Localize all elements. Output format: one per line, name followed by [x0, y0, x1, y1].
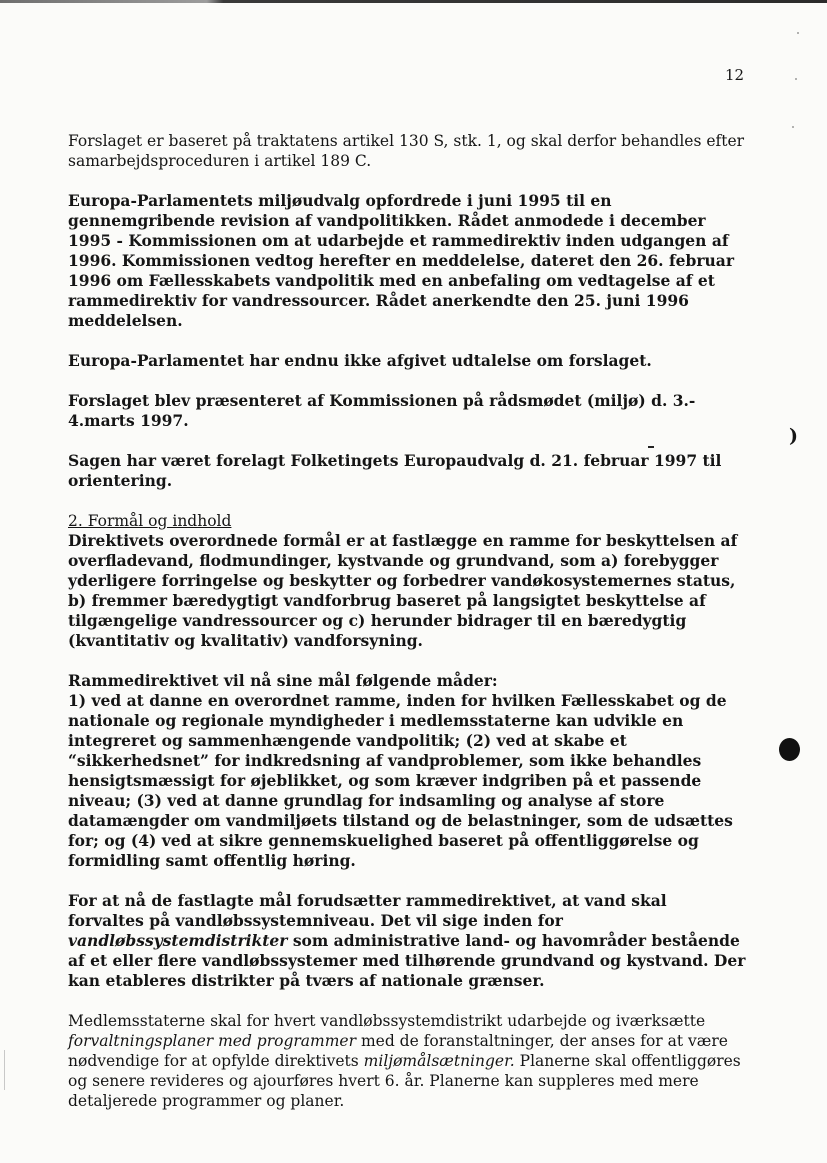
p9-emphasis-goals: miljømålsætninger. — [363, 1052, 515, 1070]
document-body — [68, 131, 746, 1111]
paragraph-purpose: Direktivets overordnede formål er at fastlægge en ramme for beskyttelsen af overfladevand, flodmundinger, kystvande og grundvand, som a) forebygger yderligere forringelse og beskytter og forbedrer vandøkosystemernes status, b) fremmer bæredygtigt vandforbrug baseret på langsigtet beskyttelse af tilgængelige vandressourcer og c) herunder bidrager til en bæredygtig (kvantitativ og kvalitativ) vandforsyning. — [68, 531, 738, 650]
scan-speck — [792, 126, 794, 128]
page-number: 12 — [725, 66, 745, 84]
punch-hole — [779, 738, 800, 761]
scan-left-edge-mark — [4, 1050, 5, 1090]
p8-emphasis: vandløbssystemdistrikter — [68, 931, 288, 950]
paragraph-means: 1) ved at danne en overordnet ramme, inden for hvilken Fællesskabet og de nationale og regionale myndigheder i medlemsstaterne kan udvikle en integreret og sammenhængende vandpolitik; (2) ved at skabe et “sikkerhedsnet” for indkredsning af vandproblemer, som ikke behandles hensigtsmæssigt for øjeblikket, og som kræver indgriben på et passende niveau; (3) ved at danne grundlag for indsamling og analyse af store datamængder om vandmiljøets tilstand og de belastninger, som de udsættes for; og (4) ved at sikre gennemskuelighed baseret på offentliggørelse og formidling samt offentlig høring. — [68, 691, 733, 870]
margin-binding-mark: ) — [789, 425, 798, 447]
p8-text-b: som administrative land- og havområder bestående af et eller flere vandløbssystemer med tilhørende grundvand og kystvand. Der kan etableres distrikter på tværs af nationale grænser. — [68, 931, 746, 990]
scan-speck — [795, 78, 797, 80]
scan-speck — [797, 32, 799, 34]
paragraph-means-lead: Rammedirektivet vil nå sine mål følgende måder: — [68, 671, 498, 690]
p8-text-a: For at nå de fastlagte mål forudsætter rammedirektivet, at vand skal forvaltes på vandløbssystemniveau. Det vil sige inden for — [68, 891, 667, 930]
p9-text-c: Planerne skal offentliggøres og senere revideres og ajourføres hvert 6. år. Planerne kan suppleres med mere detaljerede programmer og planer. — [68, 1052, 741, 1110]
paragraph-management-plans — [68, 1011, 746, 1111]
scan-top-edge — [0, 0, 827, 3]
paragraph-background: Europa-Parlamentets miljøudvalg opfordrede i juni 1995 til en gennemgribende revision af vandpolitikken. Rådet anmodede i december 1995 - Kommissionen om at udarbejde et rammedirektiv inden udgangen af 1996. Kommissionen vedtog herefter en meddelelse, dateret den 26. februar 1996 om Fællesskabets vandpolitik med en anbefaling om vedtagelse af et rammedirektiv for vandressourcer. Rådet anerkendte den 25. juni 1996 meddelelsen. — [68, 191, 734, 330]
section-heading: 2. Formål og indhold — [68, 512, 232, 530]
p9-text-a: Medlemsstaterne skal for hvert vandløbssystemdistrikt udarbejde og iværksætte — [68, 1012, 706, 1030]
paragraph-legal-basis: Forslaget er baseret på traktatens artikel 130 S, stk. 1, og skal derfor behandles efter samarbejdsproceduren i artikel 189 C. — [68, 132, 745, 170]
paragraph-committee: Sagen har været forelagt Folketingets Europaudvalg d. 21. februar 1997 til orientering. — [68, 451, 722, 490]
paragraph-parliament-opinion: Europa-Parlamentet har endnu ikke afgivet udtalelse om forslaget. — [68, 351, 652, 370]
stray-mark — [648, 446, 654, 448]
paragraph-council-presentation: Forslaget blev præsenteret af Kommissionen på rådsmødet (miljø) d. 3.- 4.marts 1997. — [68, 391, 696, 430]
paragraph-river-basins — [68, 891, 746, 991]
p9-emphasis-plans: forvaltningsplaner med programmer — [68, 1032, 357, 1050]
p9-text-b: med de foranstaltninger, der anses for at være nødvendige for at opfylde direktivets — [68, 1032, 728, 1070]
